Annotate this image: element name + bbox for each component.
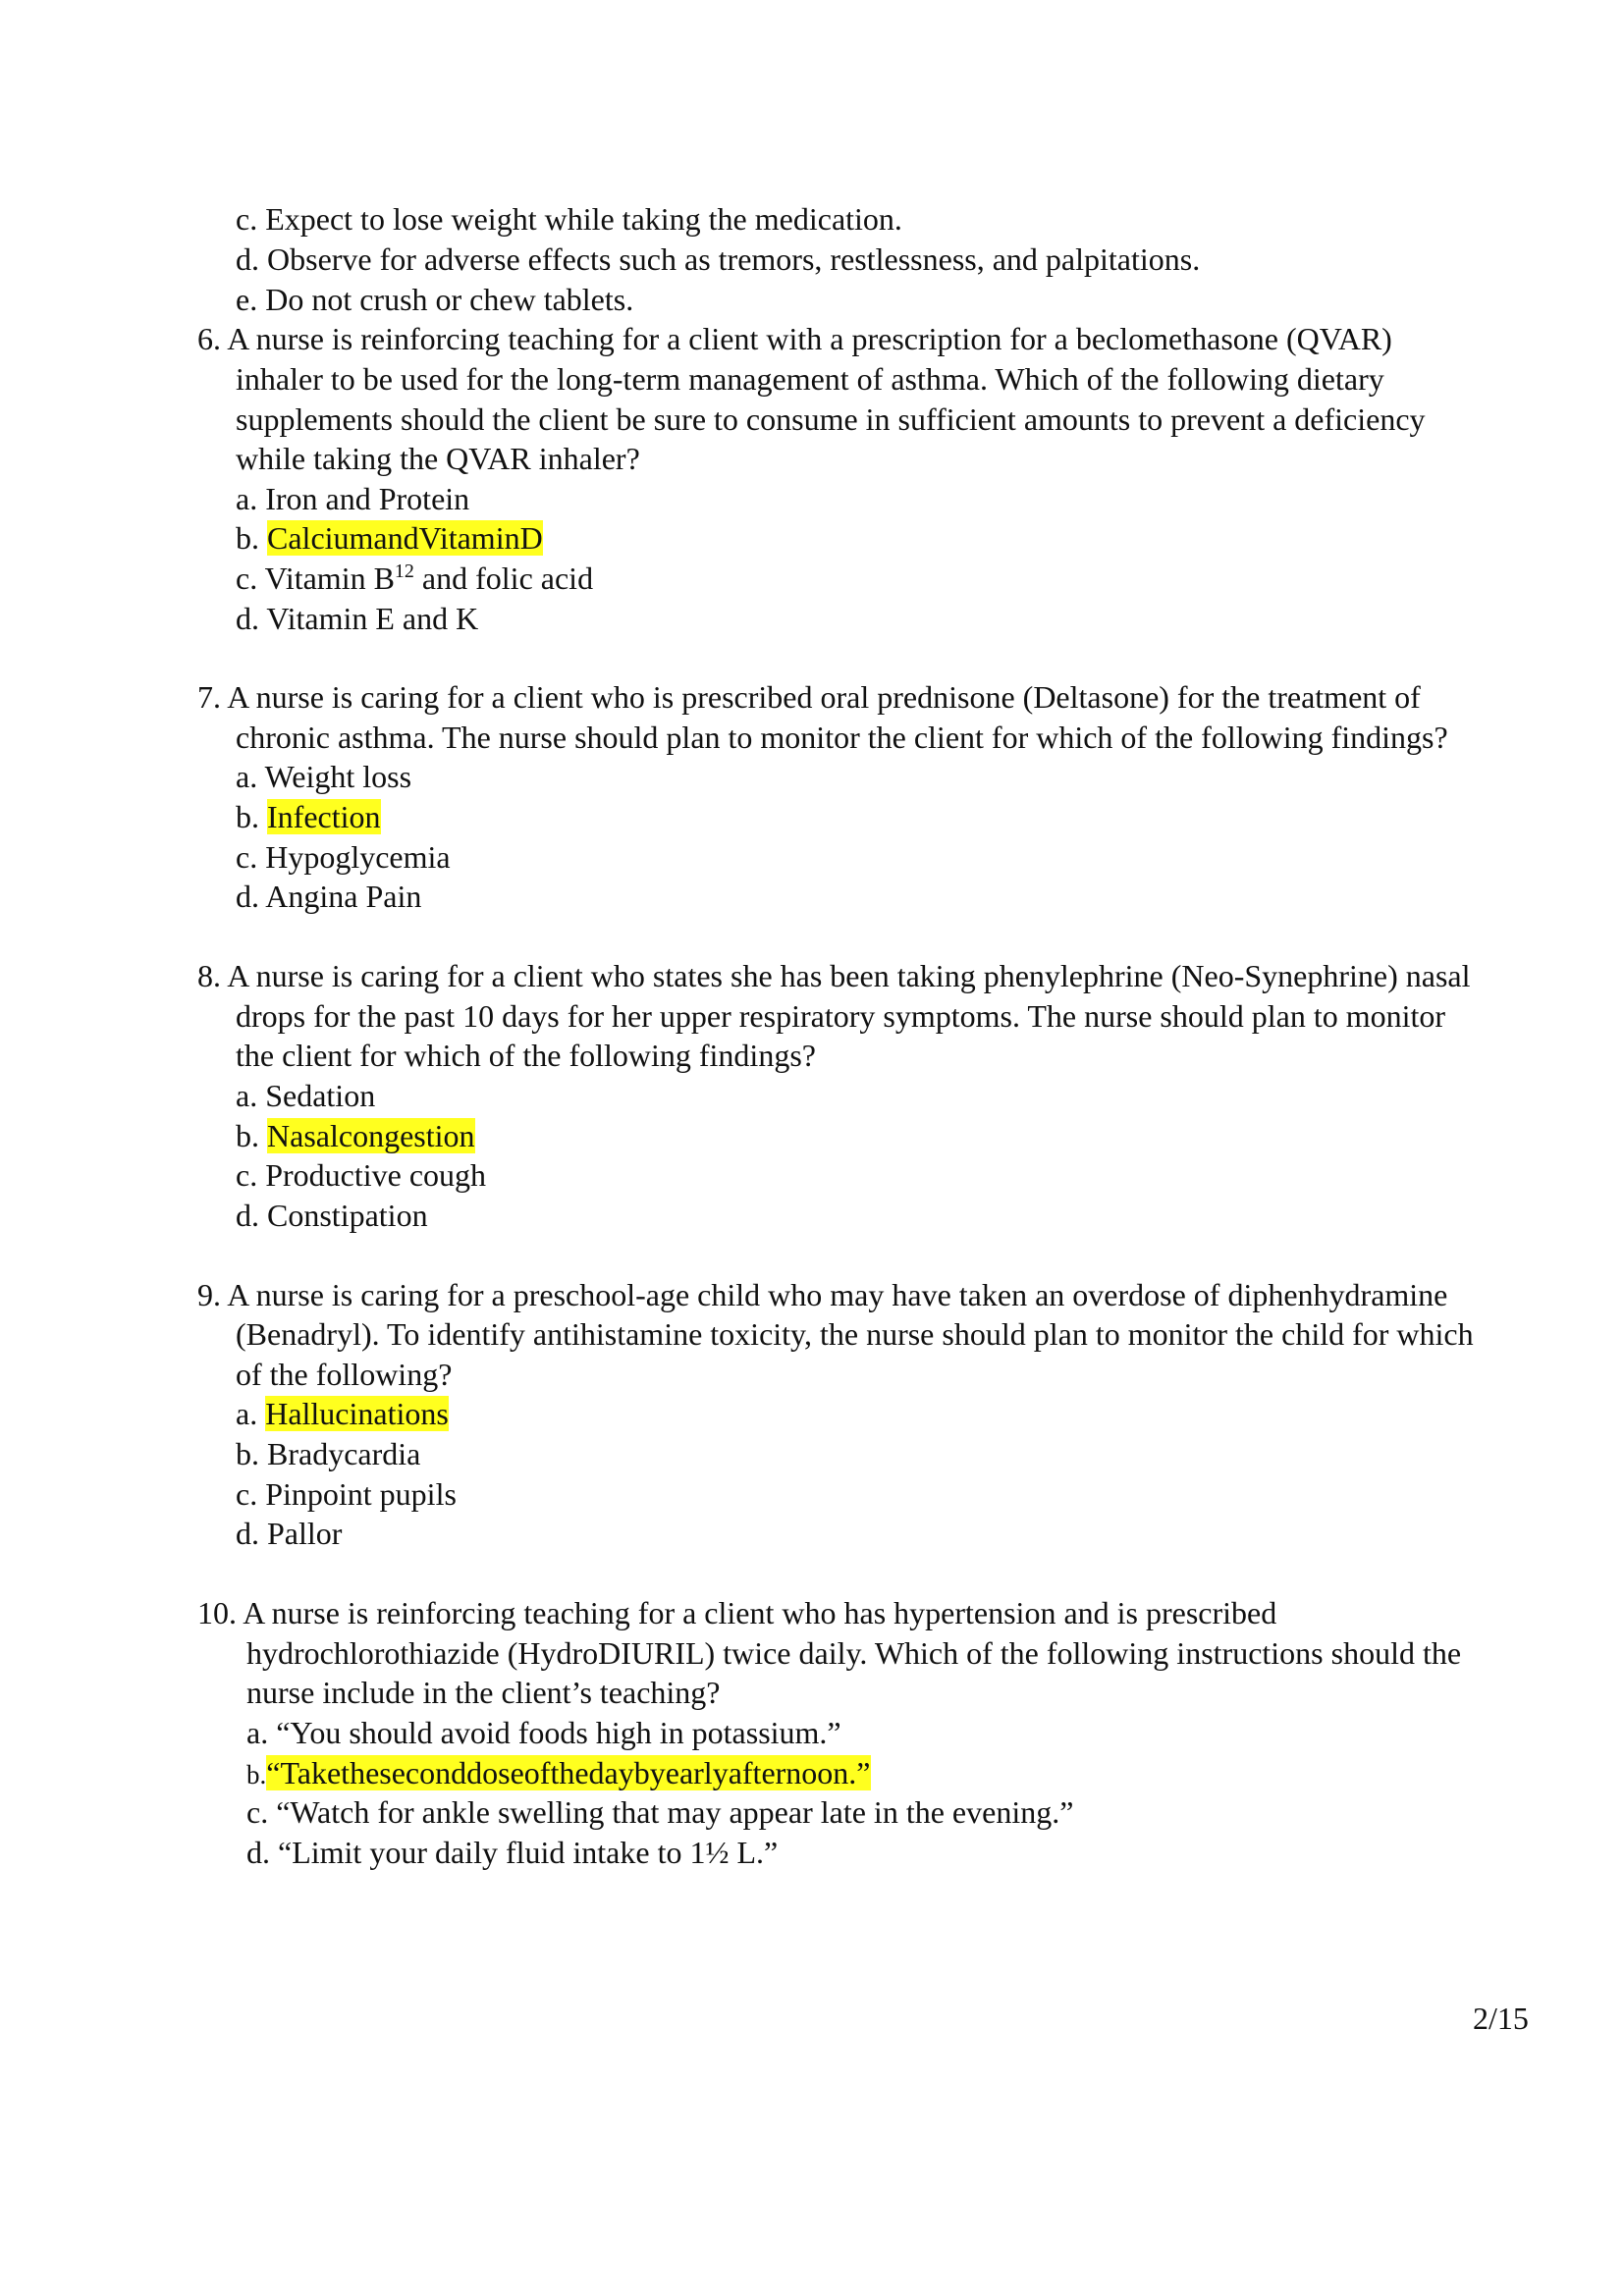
q10-stem-line-2: hydrochlorothiazide (HydroDIURIL) twice daily. Which of the following instructions should the — [246, 1635, 1462, 1671]
q9-option-b: b. Bradycardia — [236, 1436, 421, 1471]
q6-correct-answer-highlight: CalciumandVitaminD — [267, 520, 543, 556]
q6-option-d: d. Vitamin E and K — [236, 601, 479, 636]
q7-option-b — [236, 797, 381, 836]
q9-option-d: d. Pallor — [236, 1516, 343, 1551]
q10-correct-answer-highlight: “Taketheseconddoseofthedaybyearlyafternoon.” — [266, 1755, 871, 1790]
q10-option-b — [246, 1753, 871, 1794]
q6-stem-line-2: inhaler to be used for the long-term management of asthma. Which of the following dietary — [236, 361, 1384, 397]
q10-stem-line-1: 10. A nurse is reinforcing teaching for a client who has hypertension and is prescribed — [197, 1595, 1277, 1630]
page-number: 2/15 — [1473, 2001, 1529, 2036]
q10-option-d: d. “Limit your daily fluid intake to 1½ L.” — [246, 1835, 779, 1870]
q6-option-c-superscript: 12 — [394, 561, 414, 582]
q9-option-c: c. Pinpoint pupils — [236, 1476, 457, 1512]
q8-option-b-prefix: b. — [236, 1118, 267, 1153]
q7-option-c: c. Hypoglycemia — [236, 839, 451, 875]
prev-option-c: c. Expect to lose weight while taking the medication. — [236, 201, 902, 237]
q9-stem-line-2: (Benadryl). To identify antihistamine toxicity, the nurse should plan to monitor the child for which — [236, 1316, 1474, 1352]
prev-option-e: e. Do not crush or chew tablets. — [236, 282, 634, 317]
q8-option-c: c. Productive cough — [236, 1157, 487, 1193]
q9-stem-line-1: 9. A nurse is caring for a preschool-age child who may have taken an overdose of diphenhydramine — [197, 1277, 1448, 1312]
q8-option-b — [236, 1116, 475, 1155]
q6-option-c-text: c. Vitamin B — [236, 561, 395, 596]
q10-option-b-prefix: b. — [246, 1760, 267, 1789]
q9-correct-answer-highlight: Hallucinations — [265, 1396, 449, 1431]
q7-correct-answer-highlight: Infection — [267, 799, 381, 834]
prev-option-d: d. Observe for adverse effects such as tremors, restlessness, and palpitations. — [236, 241, 1201, 277]
q6-stem-line-1: 6. A nurse is reinforcing teaching for a client with a prescription for a beclomethasone (QVAR) — [197, 321, 1392, 356]
q7-stem-line-1: 7. A nurse is caring for a client who is prescribed oral prednisone (Deltasone) for the treatment of — [197, 679, 1421, 715]
q8-option-d: d. Constipation — [236, 1198, 428, 1233]
q6-stem-line-3: supplements should the client be sure to consume in sufficient amounts to prevent a deficiency — [236, 401, 1426, 437]
q8-option-a: a. Sedation — [236, 1078, 376, 1113]
q9-option-a — [236, 1394, 449, 1433]
q10-stem-line-3: nurse include in the client’s teaching? — [246, 1675, 721, 1710]
q7-option-a: a. Weight loss — [236, 759, 412, 794]
q10-option-c: c. “Watch for ankle swelling that may appear late in the evening.” — [246, 1794, 1074, 1830]
q7-stem-line-2: chronic asthma. The nurse should plan to monitor the client for which of the following findings? — [236, 720, 1448, 755]
q8-stem-line-3: the client for which of the following findings? — [236, 1038, 816, 1073]
q8-correct-answer-highlight: Nasalcongestion — [267, 1118, 475, 1153]
q8-stem-line-1: 8. A nurse is caring for a client who states she has been taking phenylephrine (Neo-Synephrine) nasal — [197, 958, 1471, 993]
q7-option-d: d. Angina Pain — [236, 879, 422, 914]
q6-option-b-prefix: b. — [236, 520, 267, 556]
q6-option-c-rest: and folic acid — [413, 561, 594, 596]
q6-option-a: a. Iron and Protein — [236, 481, 470, 516]
q8-stem-line-2: drops for the past 10 days for her upper respiratory symptoms. The nurse should plan to monitor — [236, 998, 1446, 1034]
q9-stem-line-3: of the following? — [236, 1357, 453, 1392]
q7-option-b-prefix: b. — [236, 799, 267, 834]
q10-option-a: a. “You should avoid foods high in potassium.” — [246, 1715, 841, 1750]
q6-option-b — [236, 518, 543, 558]
q6-option-c — [236, 559, 593, 598]
q6-stem-line-4: while taking the QVAR inhaler? — [236, 441, 640, 476]
q9-option-a-prefix: a. — [236, 1396, 266, 1431]
